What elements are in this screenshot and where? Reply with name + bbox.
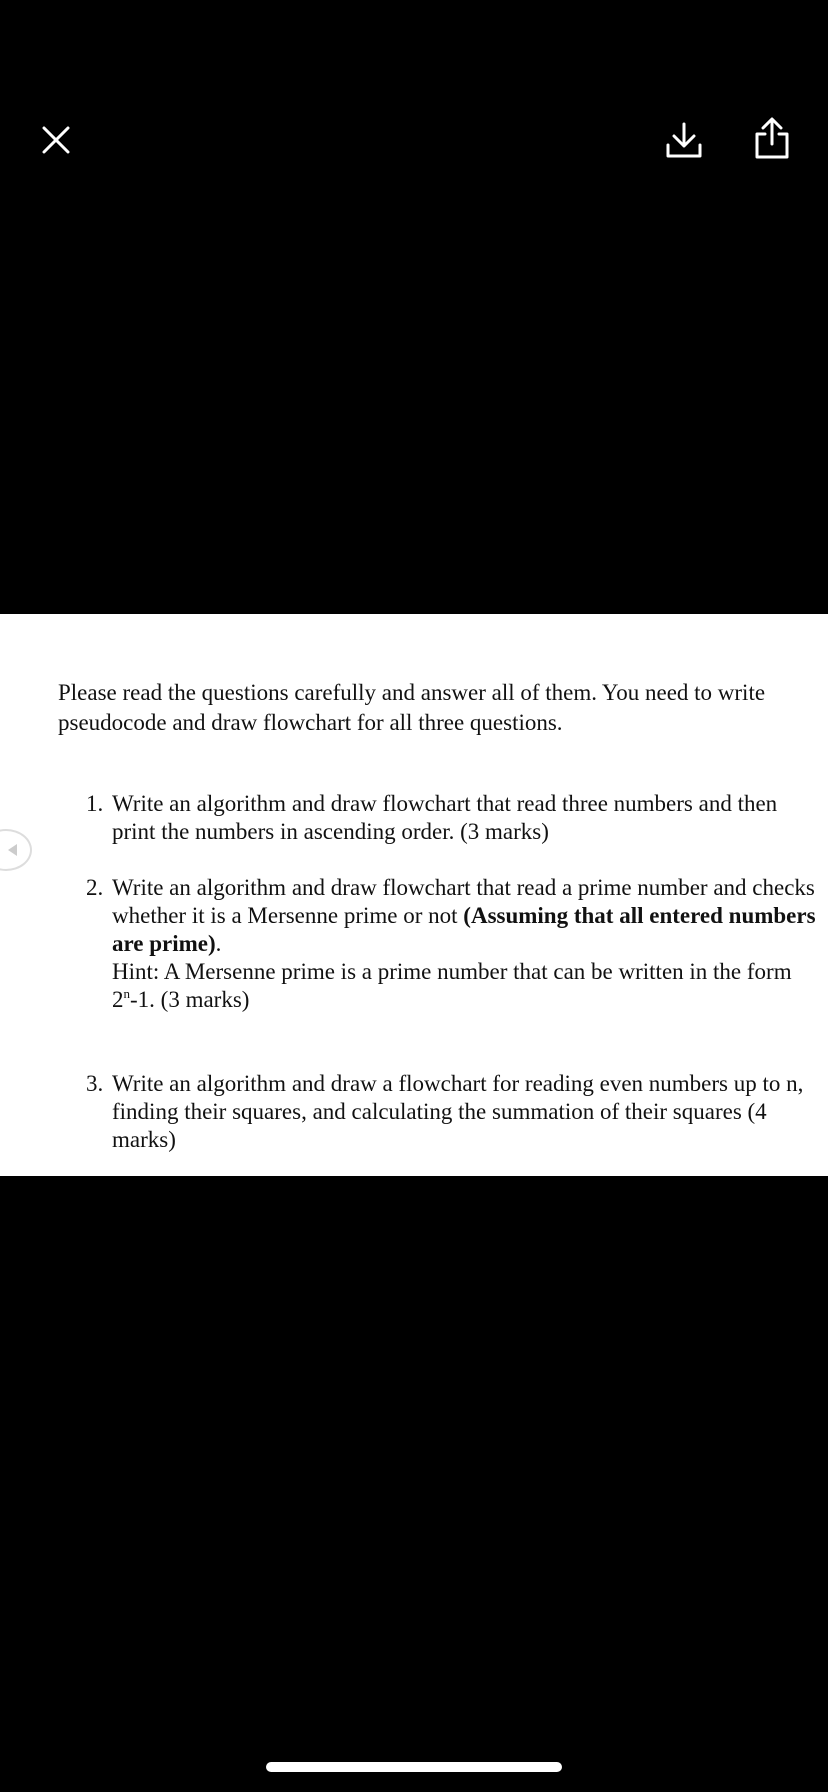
home-indicator[interactable] bbox=[266, 1762, 562, 1772]
document-page bbox=[0, 614, 828, 1176]
question-number: 3. bbox=[86, 1071, 104, 1096]
question-period: . bbox=[215, 931, 222, 956]
question-bold-note: (Assuming that all entered numbers are prime) bbox=[112, 903, 816, 956]
question-list bbox=[58, 790, 818, 1154]
question-text: Write an algorithm and draw a flowchart for reading even numbers up to n, finding their squares, and calculating the summation of their squares (4 marks) bbox=[112, 1071, 804, 1152]
hint-superscript: n bbox=[123, 986, 130, 1001]
question-3 bbox=[58, 1070, 818, 1154]
question-number: 1. bbox=[86, 791, 104, 816]
close-icon bbox=[41, 125, 71, 155]
question-1 bbox=[58, 790, 818, 846]
hint-text: Hint: A Mersenne prime is a prime number that can be written in the form 2 bbox=[112, 959, 792, 1012]
hint-suffix: -1. (3 marks) bbox=[130, 987, 250, 1012]
download-icon bbox=[664, 120, 704, 160]
question-2 bbox=[58, 874, 818, 1014]
share-icon bbox=[752, 116, 792, 160]
share-button[interactable] bbox=[744, 110, 800, 166]
question-text: Write an algorithm and draw flowchart that read a prime number and checks whether it is a Mersenne prime or not bbox=[112, 875, 815, 928]
chevron-left-icon bbox=[6, 843, 18, 857]
close-button[interactable] bbox=[28, 112, 84, 168]
intro-paragraph: Please read the questions carefully and answer all of them. You need to write pseudocode and draw flowchart for all three questions. bbox=[58, 680, 766, 735]
question-number: 2. bbox=[86, 875, 104, 900]
question-text: Write an algorithm and draw flowchart that read three numbers and then print the numbers in ascending order. (3 marks) bbox=[112, 791, 778, 844]
download-button[interactable] bbox=[656, 112, 712, 168]
